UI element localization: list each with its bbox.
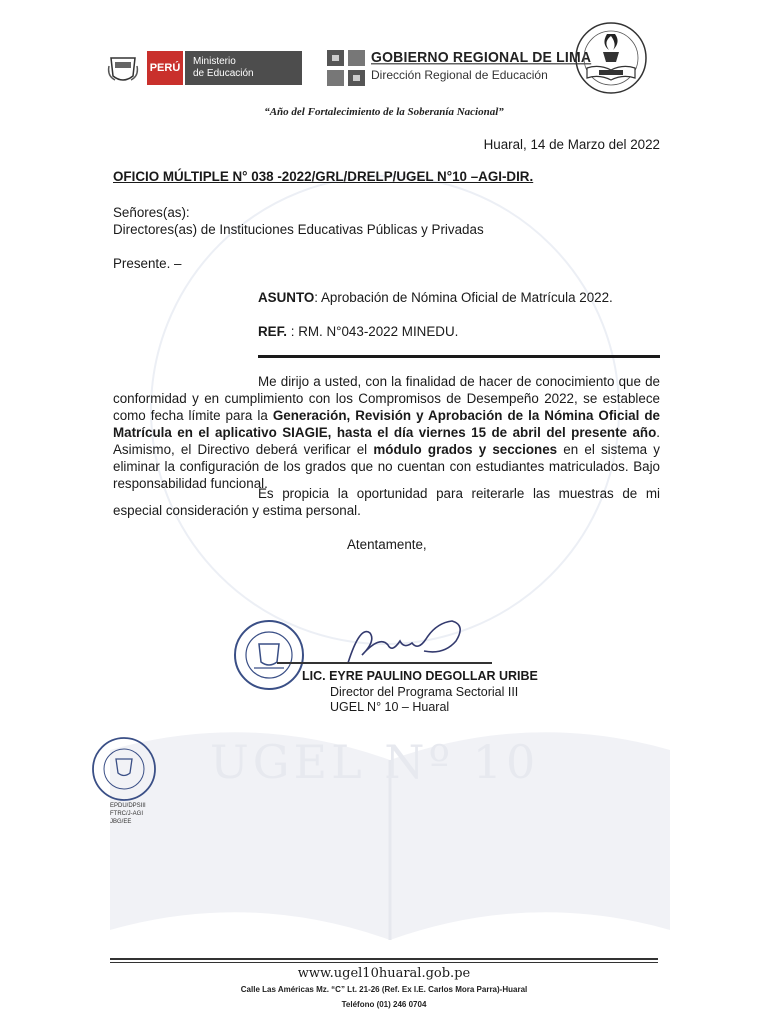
peru-label: PERÚ [147,51,183,85]
reference-text: : RM. N°043-2022 MINEDU. [287,324,459,339]
body-1-bold-module: módulo grados y secciones [373,442,558,457]
body-paragraph-2: Es propicia la oportunidad para reiterarle las muestras de mi especial consideración y estima personal. [113,486,660,518]
subject-line [258,289,613,306]
reference-codes [110,802,146,826]
official-seal-icon [232,618,306,692]
body-1-text-a: Me dirijo a usted, con la finalidad de hacer de conocimiento que de conformidad y en cumplimiento con los Compromisos de Desempeño 2022, se establece como fecha límite para la [113,374,660,423]
letter-date: Huaral, 14 de Marzo del 2022 [483,137,660,152]
body-1-text-e: en el sistema y eliminar la configuración de los grados que no cuentan con estudiantes matriculados. Bajo responsabilidad funcional. [113,442,660,491]
code-line: JBG/EE [110,819,132,825]
ministry-label [185,51,302,85]
ministry-line-2: de Educación [193,68,254,79]
reference-line [258,323,458,340]
footer-website: www.ugel10huaral.gob.pe [297,966,471,981]
signer-name: LIC. EYRE PAULINO DEGOLLAR URIBE [302,669,538,683]
watermark-text: UGEL Nº 10 [210,735,540,789]
code-line: FTRC/J-AGI [110,811,143,817]
footer-address: Calle Las Américas Mz. “C” Lt. 21-26 (Ref. Ex I.E. Carlos Mora Parra)-Huaral [240,985,528,994]
header-divider [258,355,660,358]
presente: Presente. – [113,256,182,271]
salutation-2: Directores(as) de Instituciones Educativas Públicas y Privadas [113,222,484,237]
salutation-1: Señores(as): [113,205,190,220]
ministry-line-1: Ministerio [193,56,236,67]
footer-divider-thin [110,962,658,963]
watermark-book-icon [90,690,690,950]
signer-role: Director del Programa Sectorial III [330,685,519,699]
body-1-text-c: . Asimismo, el Directivo deberá verificar el [113,425,660,457]
signature-line [277,662,492,664]
oficio-number: OFICIO MÚLTIPLE N° 038 -2022/GRL/DRELP/UGEL N°10 –AGI-DIR. [113,169,534,184]
secondary-seal-icon [88,735,160,803]
footer-phone: Teléfono (01) 246 0704 [341,1000,427,1009]
body-1-bold-deadline: Generación, Revisión y Aprobación de la Nómina Oficial de Matrícula en el aplicativo SIAGIE, hasta el día viernes 15 de abril del presente año [113,408,660,440]
motto: “Año del Fortalecimiento de la Soberanía Nacional” [264,106,504,118]
peru-crest-icon [107,52,139,86]
body-paragraph-1 [113,373,660,492]
subject-label: ASUNTO [258,290,315,305]
regional-government-logo-icon [327,50,365,86]
closing: Atentamente, [347,537,427,552]
footer-divider [110,958,658,960]
signer-office: UGEL N° 10 – Huaral [330,700,450,714]
ugel-logo-icon [573,20,649,96]
gov-subtitle: Dirección Regional de Educación [371,68,548,82]
gov-title: GOBIERNO REGIONAL DE LIMA [371,48,592,66]
code-line: EPDU/DPSIII [110,803,146,809]
subject-text: : Aprobación de Nómina Oficial de Matrícula 2022. [314,290,613,305]
reference-label: REF. [258,324,288,339]
